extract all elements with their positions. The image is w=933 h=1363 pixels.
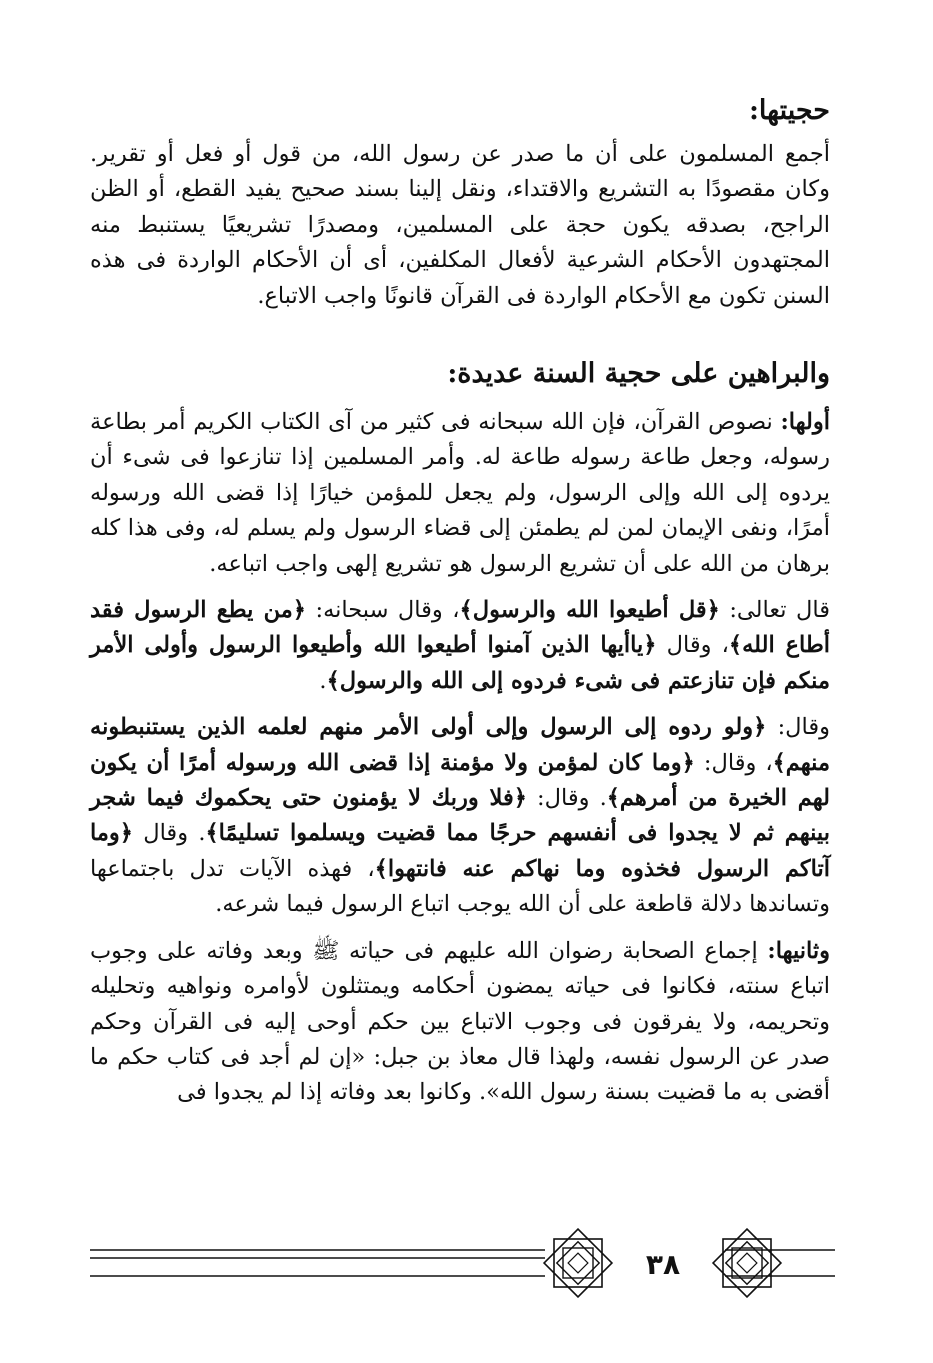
page-number: ٣٨	[645, 1248, 681, 1281]
quote-intro: وقال:	[766, 714, 830, 741]
quote-joiner: .	[319, 667, 327, 694]
intro-paragraph: أجمع المسلمون على أن ما صدر عن رسول الله، من قول أو فعل أو تقرير. وكان مقصودًا به التشريع والاقتداء، ونقل إلينا بسند صحيح يفيد القطع، أو الظن الراجح، بصدقه يكون حجة على المسلمين، ومصدرًا تشريعيًا يستنبط منه المجتهدون الأحكام الشرعية لأفعال المكلفين، أى أن الأحكام الواردة فى هذه السنن تكون مع الأحكام الواردة فى القرآن قانونًا واجب الاتباع.	[90, 141, 830, 309]
section-hujjiyyatuha	[90, 95, 830, 314]
quran-verse: ﴿وما كان لمؤمن ولا مؤمنة إذا قضى الله ورسوله أمرًا أن يكون لهم الخيرة من أمرهم﴾	[90, 749, 830, 812]
octagram-ornament-icon	[713, 1229, 781, 1297]
quran-verse: ﴿ياأيها الذين آمنوا أطيعوا الله وأطيعوا الرسول وأولى الأمر منكم فإن تنازعتم فى شىء فردوه إلى الله والرسول﴾	[90, 632, 830, 694]
quote-joiner: . وقال	[132, 820, 206, 847]
second-proof-text: إجماع الصحابة رضوان الله عليهم فى حياته ﷺ وبعد وفاته على وجوب اتباع سنته، فكانوا فى حياته يمضون أحكامه ويمتثلون لأوامره ونواهيه وتحليله وتحريمه، ولا يفرقون فى وجوب الاتباع بين حكم أوحى إليه فى القرآن وحكم صدر عن الرسول نفسه، ولهذا قال معاذ بن جبل: «إن لم أجد فى كتاب حكم ما أقضى به ما قضيت بسنة رسول الله». وكانوا بعد وفاته إذا لم يجدوا فى	[90, 937, 830, 1106]
first-proof-text: نصوص القرآن، فإن الله سبحانه فى كثير من آى الكتاب الكريم أمر بطاعة رسوله، وجعل طاعة رسوله طاعة له. وأمر المسلمين إذا تنازعوا فى شىء أن يردوه إلى الله وإلى الرسول، ولم يجعل للمؤمن خيارًا إذا قضى الله ورسوله أمرًا، ونفى الإيمان لمن لم يطمئن إلى قضاء الرسول ولم يسلم له، وفى هذا كله برهان من الله على أن تشريع الرسول هو تشريع إلهى واجب اتباعه.	[90, 409, 830, 577]
quran-verse: ﴿من يطع الرسول فقد أطاع الله﴾	[90, 597, 831, 659]
first-proof-lead: أولها:	[780, 409, 830, 435]
quran-verse: ﴿وما آتاكم الرسول فخذوه وما نهاكم عنه فانتهوا﴾	[90, 820, 830, 882]
quote-joiner: ، وقال:	[694, 749, 773, 776]
octagram-ornament-icon	[544, 1229, 612, 1297]
quran-verse: ﴿ولو ردوه إلى الرسول وإلى أولى الأمر منهم لعلمه الذين يستنبطونه منهم﴾	[90, 714, 830, 776]
quote-conclusion: ، فهذه الآيات تدل باجتماعها وتساندها دلالة قاطعة على أن الله يوجب اتباع الرسول فيما شرعه.	[90, 855, 830, 918]
second-proof-lead: وثانيها:	[767, 937, 830, 964]
quran-verse: ﴿قل أطيعوا الله والرسول﴾	[459, 597, 720, 624]
quran-quotes-paragraph-2	[90, 710, 830, 922]
section-proofs	[90, 358, 830, 1111]
quote-joiner: ، وقال	[656, 632, 729, 659]
second-proof-paragraph	[90, 934, 830, 1111]
proofs-heading: والبراهين على حجية السنة عديدة:	[447, 358, 830, 389]
first-proof-paragraph	[90, 405, 830, 582]
quran-verse: ﴿فلا وربك لا يؤمنون حتى يحكموك فيما شجر بينهم ثم لا يجدوا فى أنفسهم حرجًا مما قضيت ويسلموا تسليمًا﴾	[90, 785, 830, 847]
quote-joiner: . وقال:	[526, 785, 607, 812]
section-heading: حجيتها:	[748, 95, 830, 126]
quote-joiner: ، وقال سبحانه:	[305, 597, 460, 624]
quran-quotes-paragraph-1	[90, 593, 830, 699]
footer-ornament	[90, 1228, 835, 1298]
quote-intro: قال تعالى:	[719, 597, 830, 624]
